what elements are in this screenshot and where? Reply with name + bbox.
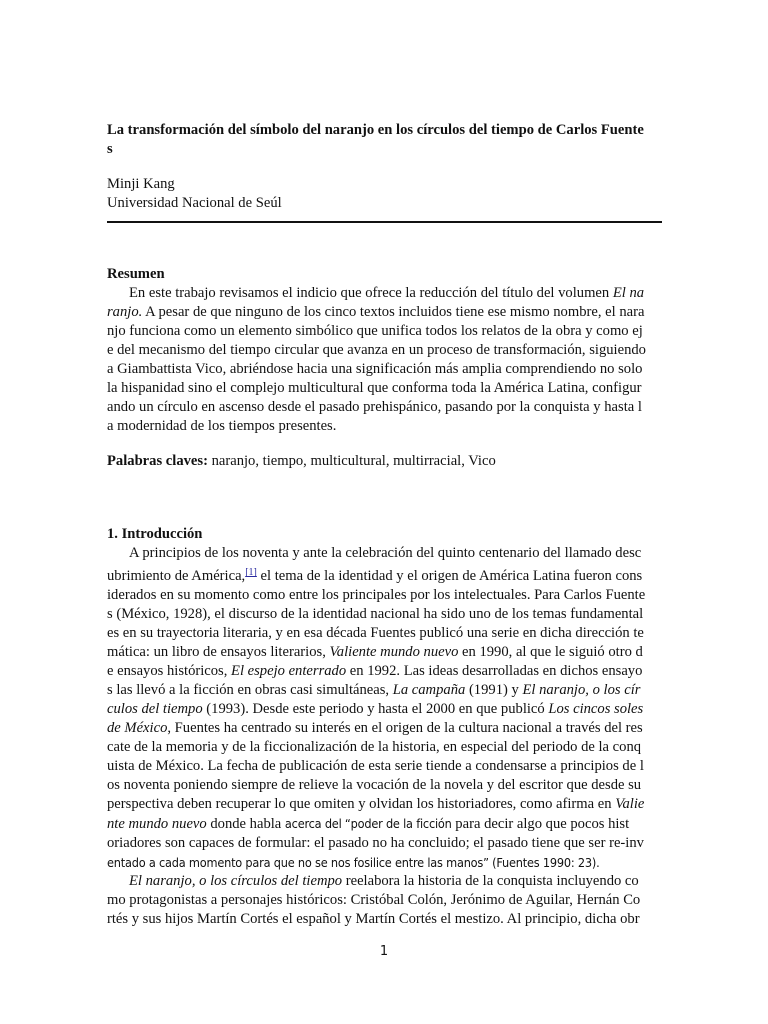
abstract-line: a Giambattista Vico, abriéndose hacia una significación más amplia comprendiendo no solo (107, 361, 643, 377)
body-line: nte mundo nuevo donde habla acerca del “poder de la ficción para decir algo que pocos hist (107, 816, 630, 832)
header-divider (107, 221, 662, 223)
abstract-line: la hispanidad sino el complejo multicultural que conforma toda la América Latina, configur (107, 380, 642, 396)
abstract-line: njo funciona como un elemento simbólico que unifica todos los relatos de la obra y como ej (107, 323, 643, 339)
abstract-line: ranjo. A pesar de que ninguno de los cinco textos incluidos tiene ese mismo nombre, el nara (107, 304, 645, 320)
footnote-link[interactable]: [1] (245, 567, 257, 578)
body-line: s las llevó a la ficción en obras casi simultáneas, La campaña (1991) y El naranjo, o los cír (107, 682, 641, 698)
body-line: e ensayos históricos, El espejo enterrado en 1992. Las ideas desarrolladas en dichos ensayo (107, 663, 643, 679)
body-line: perspectiva deben recuperar lo que omiten y olvidan los historiadores, como afirma en Valie (107, 796, 645, 812)
keywords-section (107, 452, 662, 471)
body-line: oriadores son capaces de formular: el pasado no ha concluido; el pasado tiene que ser re-inv (107, 835, 644, 851)
body-line: mo protagonistas a personajes históricos: Cristóbal Colón, Jerónimo de Aguilar, Hernán Co (107, 892, 641, 908)
page-number: 1 (379, 944, 389, 959)
abstract-line: En este trabajo revisamos el indicio que ofrece la reducción del título del volumen El na (129, 285, 645, 301)
body-line: entado a cada momento para que no se nos fosilice entre las manos” (Fuentes 1990: 23). (107, 855, 600, 870)
author-name: Minji Kang (107, 176, 175, 192)
body-line: s (México, 1928), el discurso de la identidad nacional ha sido uno de los temas fundamental (107, 606, 644, 622)
body-line: os noventa poniendo siempre de relieve la vocación de la novela y del escritor que desde su (107, 777, 642, 793)
abstract-line: a modernidad de los tiempos presentes. (107, 418, 337, 434)
author-affiliation: Universidad Nacional de Seúl (107, 195, 282, 211)
abstract-section (107, 265, 662, 436)
abstract-heading: Resumen (107, 266, 165, 282)
body-line: es en su trayectoria literaria, y en esa década Fuentes publicó una serie en dicha dirección te (107, 625, 644, 641)
body-line: rtés y sus hijos Martín Cortés el español y Martín Cortés el mestizo. Al principio, dicha obr (107, 911, 640, 927)
body-line: uista de México. La fecha de publicación de esta serie tiende a condensarse a principios de l (107, 758, 644, 774)
body-line: El naranjo, o los círculos del tiempo reelabora la historia de la conquista incluyendo co (129, 873, 639, 889)
body-line: ubrimiento de América,[1] el tema de la identidad y el origen de América Latina fueron cons (107, 567, 643, 584)
paper-title (107, 121, 662, 159)
section-heading: 1. Introducción (107, 526, 203, 542)
keywords-label: Palabras claves: (107, 453, 208, 469)
title-line: La transformación del símbolo del naranjo en los círculos del tiempo de Carlos Fuente (107, 122, 644, 138)
body-line: cate de la memoria y de la ficcionalización de la historia, en especial del periodo de la conq (107, 739, 642, 755)
body-line: mática: un libro de ensayos literarios, Valiente mundo nuevo en 1990, al que le siguió otro d (107, 644, 643, 660)
abstract-line: ando un círculo en ascenso desde el pasado prehispánico, pasando por la conquista y hasta l (107, 399, 642, 415)
title-line: s (107, 141, 113, 157)
author-block (107, 175, 662, 213)
body-line: culos del tiempo (1993). Desde este periodo y hasta el 2000 en que publicó Los cincos soles (107, 701, 644, 717)
body-line: iderados en su momento como entre los principales por los intelectuales. Para Carlos Fuente (107, 587, 646, 603)
introduction-section (107, 525, 662, 929)
body-line: A principios de los noventa y ante la celebración del quinto centenario del llamado desc (129, 545, 642, 561)
abstract-line: e del mecanismo del tiempo circular que avanza en un proceso de transformación, siguiendo (107, 342, 646, 358)
keywords-text: naranjo, tiempo, multicultural, multirracial, Vico (207, 453, 496, 469)
body-line: de México, Fuentes ha centrado su interés en el origen de la cultura nacional a través del res (107, 720, 643, 736)
